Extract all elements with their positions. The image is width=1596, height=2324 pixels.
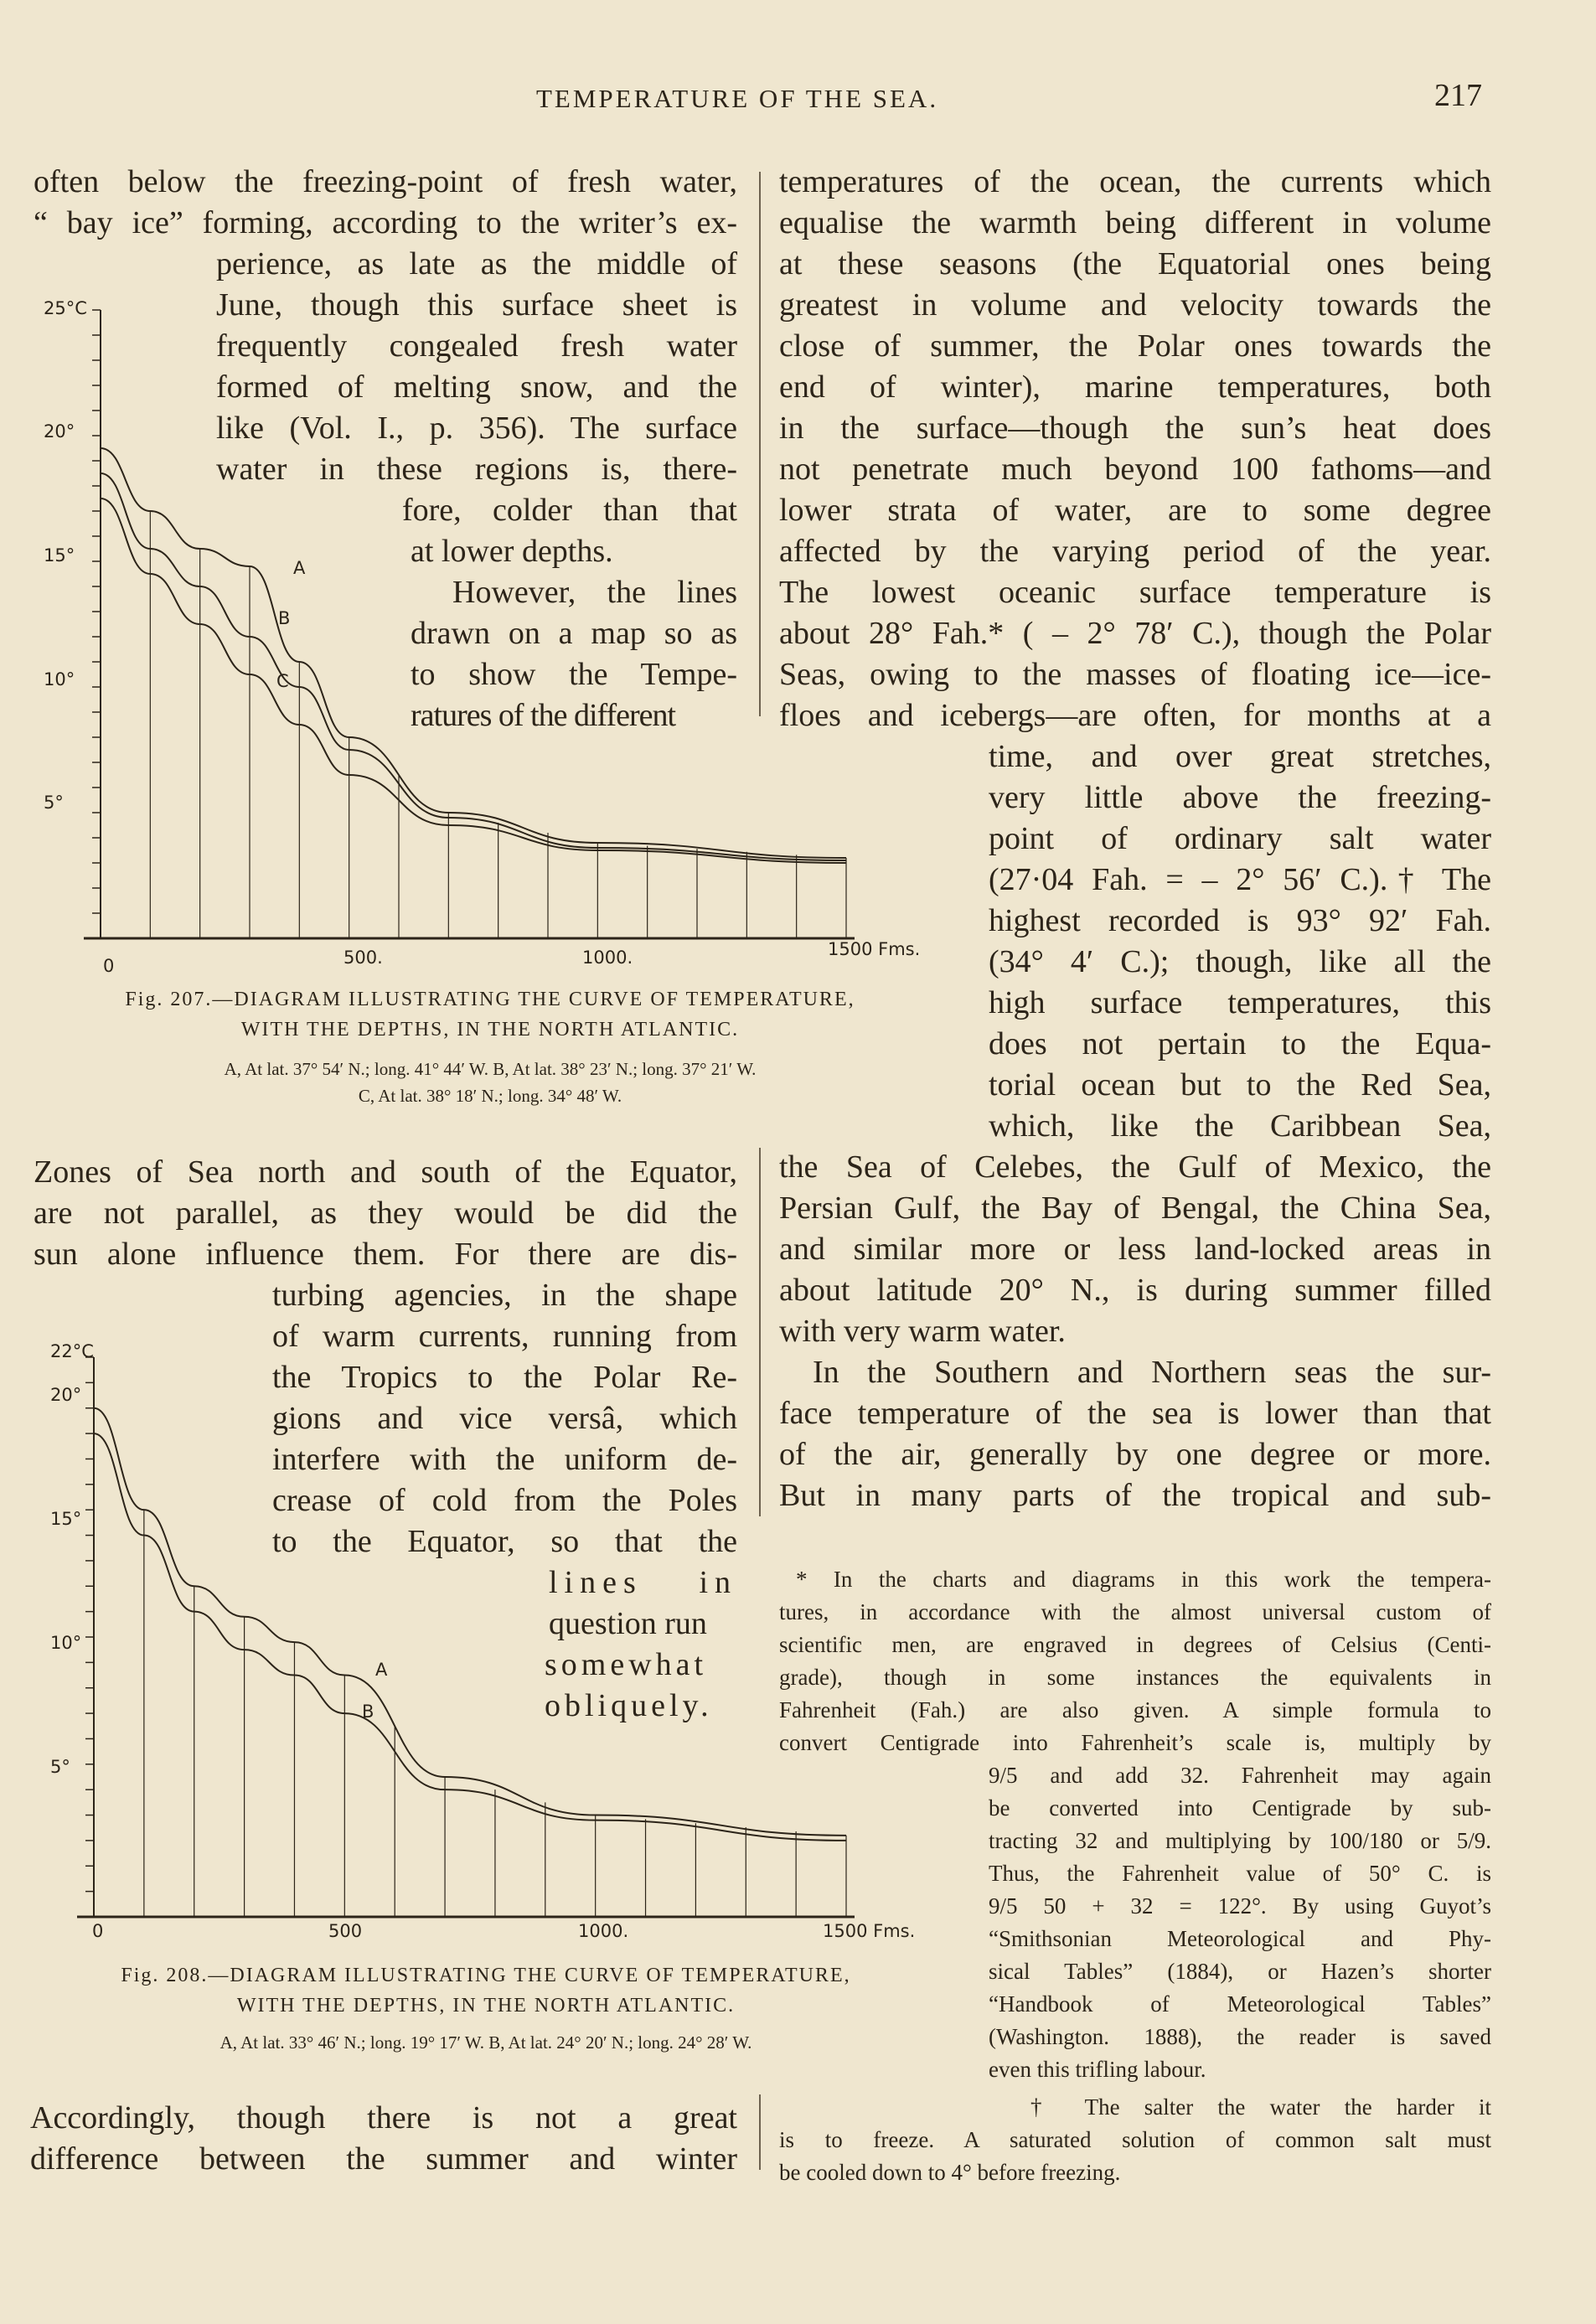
x-tick-label: 500.	[343, 948, 383, 968]
footnote-line: tracting 32 and multiplying by 100/180 or 5/9.	[989, 1828, 1491, 1853]
text-line: But in many parts of the tropical and sub-	[779, 1478, 1491, 1513]
footnote-line: scientific men, are engraved in degrees of Celsius (Centi-	[779, 1632, 1491, 1657]
text-line: lines in	[549, 1565, 737, 1600]
y-tick-label: 5°	[44, 793, 64, 813]
series-label-B: B	[362, 1702, 374, 1722]
fig207-note: A, At lat. 37° 54′ N.; long. 41° 44′ W. B, At lat. 38° 23′ N.; long. 37° 21′ W.	[224, 1059, 757, 1079]
text-line: time, and over great stretches,	[989, 739, 1491, 774]
fig208-caption: Fig. 208.—DIAGRAM ILLUSTRATING THE CURVE OF TEMPERATURE,	[121, 1965, 851, 1986]
footnote-line: Fahrenheit (Fah.) are also given. A simple formula to	[779, 1697, 1491, 1722]
fig208-note: A, At lat. 33° 46′ N.; long. 19° 17′ W. B, At lat. 24° 20′ N.; long. 24° 28′ W.	[220, 2032, 752, 2053]
text-line: torial ocean but to the Red Sea,	[989, 1067, 1491, 1103]
text-line: Accordingly, though there is not a great	[30, 2100, 737, 2135]
y-tick-label: 20°	[50, 1385, 82, 1405]
text-line: sun alone influence them. For there are dis-	[34, 1237, 737, 1272]
y-tick-label: 25°C	[44, 298, 87, 318]
y-tick-label: 22°C	[50, 1341, 94, 1361]
y-tick-label: 15°	[44, 545, 75, 566]
text-line: Seas, owing to the masses of floating ice—ice-	[779, 657, 1491, 692]
footnote-line: † The salter the water the harder it	[1030, 2094, 1491, 2120]
series-label-A: A	[375, 1660, 388, 1680]
column-rule-foot	[759, 2094, 761, 2170]
fig208-caption-2: WITH THE DEPTHS, IN THE NORTH ATLANTIC.	[236, 1995, 736, 2017]
text-line: to show the Tempe-	[411, 657, 737, 692]
text-line: often below the freezing-point of fresh water,	[34, 164, 737, 199]
text-line: perience, as late as the middle of	[216, 246, 737, 281]
y-tick-label: 10°	[44, 669, 75, 689]
footnote-line: convert Centigrade into Fahrenheit’s scale is, multiply by	[779, 1730, 1491, 1755]
footnote-line: even this trifling labour.	[989, 2057, 1206, 2082]
text-line: about latitude 20° N., is during summer filled	[779, 1273, 1491, 1308]
text-line: in the surface—though the sun’s heat does	[779, 411, 1491, 446]
text-line: water in these regions is, there-	[216, 452, 737, 487]
text-line: does not pertain to the Equa-	[989, 1026, 1491, 1061]
footnote-line: 9/5 and add 32. Fahrenheit may again	[989, 1763, 1491, 1788]
footnote-line: (Washington. 1888), the reader is saved	[989, 2024, 1491, 2049]
footnote-line: is to freeze. A saturated solution of common salt must	[779, 2127, 1491, 2152]
text-line: like (Vol. I., p. 356). The surface	[216, 411, 737, 446]
x-tick-label: 1500 Fms.	[828, 939, 921, 959]
text-line: face temperature of the sea is lower than that	[779, 1396, 1491, 1431]
text-line: However, the lines	[452, 575, 737, 610]
footnote-line: be converted into Centigrade by sub-	[989, 1795, 1491, 1820]
x-tick-label: 1000.	[578, 1921, 629, 1941]
text-line: June, though this surface sheet is	[216, 287, 737, 323]
series-label-B: B	[278, 608, 291, 628]
y-tick-label: 20°	[44, 421, 75, 442]
footnote-line: * In the charts and diagrams in this work the tempera-	[796, 1567, 1491, 1592]
text-line: gions and vice versâ, which	[272, 1401, 737, 1436]
text-line: (27·04 Fah. = – 2° 56′ C.).† The	[989, 862, 1491, 897]
text-line: affected by the varying period of the year.	[779, 534, 1491, 569]
x-tick-label: 1500 Fms.	[823, 1921, 916, 1941]
text-line: to the Equator, so that the	[272, 1524, 737, 1559]
x-tick-label: 1000.	[582, 948, 633, 968]
footnote-line: tures, in accordance with the almost universal custom of	[779, 1599, 1491, 1624]
text-line: at lower depths.	[411, 534, 613, 569]
text-line: “ bay ice” forming, according to the writer’s ex-	[34, 205, 737, 240]
text-line: difference between the summer and winter	[30, 2141, 737, 2177]
text-line: with very warm water.	[779, 1314, 1066, 1349]
text-line: of the air, generally by one degree or more.	[779, 1437, 1491, 1472]
text-line: very little above the freezing-	[989, 780, 1491, 815]
text-line: of warm currents, running from	[272, 1319, 737, 1354]
fig207-caption-2: WITH THE DEPTHS, IN THE NORTH ATLANTIC.	[240, 1019, 740, 1041]
text-line: about 28° Fah.* ( – 2° 78′ C.), though the Polar	[779, 616, 1491, 651]
footnote-line: be cooled down to 4° before freezing.	[779, 2160, 1121, 2185]
text-line: interfere with the uniform de-	[272, 1442, 737, 1477]
text-line: are not parallel, as they would be did the	[34, 1196, 737, 1231]
curve-B	[101, 473, 846, 860]
text-line: In the Southern and Northern seas the sur-	[813, 1355, 1491, 1390]
text-line: temperatures of the ocean, the currents which	[779, 164, 1491, 199]
footnote-line: “Smithsonian Meteorological and Phy-	[989, 1926, 1491, 1951]
text-line: at these seasons (the Equatorial ones being	[779, 246, 1491, 281]
text-line: lower strata of water, are to some degree	[779, 493, 1491, 528]
text-line: formed of melting snow, and the	[216, 369, 737, 405]
footnote-line: Thus, the Fahrenheit value of 50° C. is	[989, 1861, 1491, 1886]
curve-A	[101, 448, 846, 858]
series-label-C: C	[276, 671, 289, 691]
curve-B	[94, 1433, 846, 1841]
text-line: close of summer, the Polar ones towards the	[779, 328, 1491, 364]
text-line: highest recorded is 93° 92′ Fah.	[989, 903, 1491, 938]
text-line: point of ordinary salt water	[989, 821, 1491, 856]
text-line: ratures of the different	[411, 698, 676, 733]
text-line: Persian Gulf, the Bay of Bengal, the China Sea,	[779, 1190, 1491, 1226]
text-line: frequently congealed fresh water	[216, 328, 737, 364]
text-line: crease of cold from the Poles	[272, 1483, 737, 1518]
x-tick-label: 500	[328, 1921, 363, 1941]
y-tick-label: 15°	[50, 1509, 82, 1529]
text-line: somewhat	[545, 1647, 708, 1682]
text-line: obliquely.	[545, 1688, 713, 1723]
fig207-note-2: C, At lat. 38° 18′ N.; long. 34° 48′ W.	[358, 1086, 622, 1106]
curve-C	[101, 498, 846, 863]
text-line: Zones of Sea north and south of the Equator,	[34, 1154, 737, 1190]
footnote-line: sical Tables” (1884), or Hazen’s shorter	[989, 1959, 1491, 1984]
footnote-line: “Handbook of Meteorological Tables”	[989, 1991, 1491, 2017]
fig207-caption: Fig. 207.—DIAGRAM ILLUSTRATING THE CURVE OF TEMPERATURE,	[125, 989, 855, 1010]
running-head: TEMPERATURE OF THE SEA.	[536, 84, 939, 113]
text-line: drawn on a map so as	[411, 616, 737, 651]
curve-A	[94, 1408, 846, 1836]
text-line: greatest in volume and velocity towards the	[779, 287, 1491, 323]
text-line: (34° 4′ C.); though, like all the	[989, 944, 1491, 979]
text-line: high surface temperatures, this	[989, 985, 1491, 1020]
text-line: turbing agencies, in the shape	[272, 1278, 737, 1313]
text-line: the Tropics to the Polar Re-	[272, 1360, 737, 1395]
text-line: question run	[549, 1606, 707, 1641]
text-line: which, like the Caribbean Sea,	[989, 1108, 1491, 1144]
footnote-line: grade), though in some instances the equivalents in	[779, 1665, 1491, 1690]
text-line: equalise the warmth being different in volume	[779, 205, 1491, 240]
text-line: not penetrate much beyond 100 fathoms—and	[779, 452, 1491, 487]
text-line: The lowest oceanic surface temperature is	[779, 575, 1491, 610]
page-number: 217	[1434, 78, 1482, 113]
text-line: and similar more or less land-locked areas in	[779, 1232, 1491, 1267]
text-line: fore, colder than that	[402, 493, 737, 528]
footnote-line: 9/5 50 + 32 = 122°. By using Guyot’s	[989, 1893, 1491, 1919]
text-line: end of winter), marine temperatures, both	[779, 369, 1491, 405]
text-line: the Sea of Celebes, the Gulf of Mexico, the	[779, 1149, 1491, 1185]
x-tick-label: 0	[103, 956, 115, 976]
x-tick-label: 0	[92, 1921, 104, 1941]
series-label-A: A	[293, 558, 306, 578]
text-line: floes and icebergs—are often, for months at a	[779, 698, 1491, 733]
y-tick-label: 10°	[50, 1633, 82, 1653]
figure-207-chart	[25, 293, 963, 976]
y-tick-label: 5°	[50, 1757, 70, 1777]
